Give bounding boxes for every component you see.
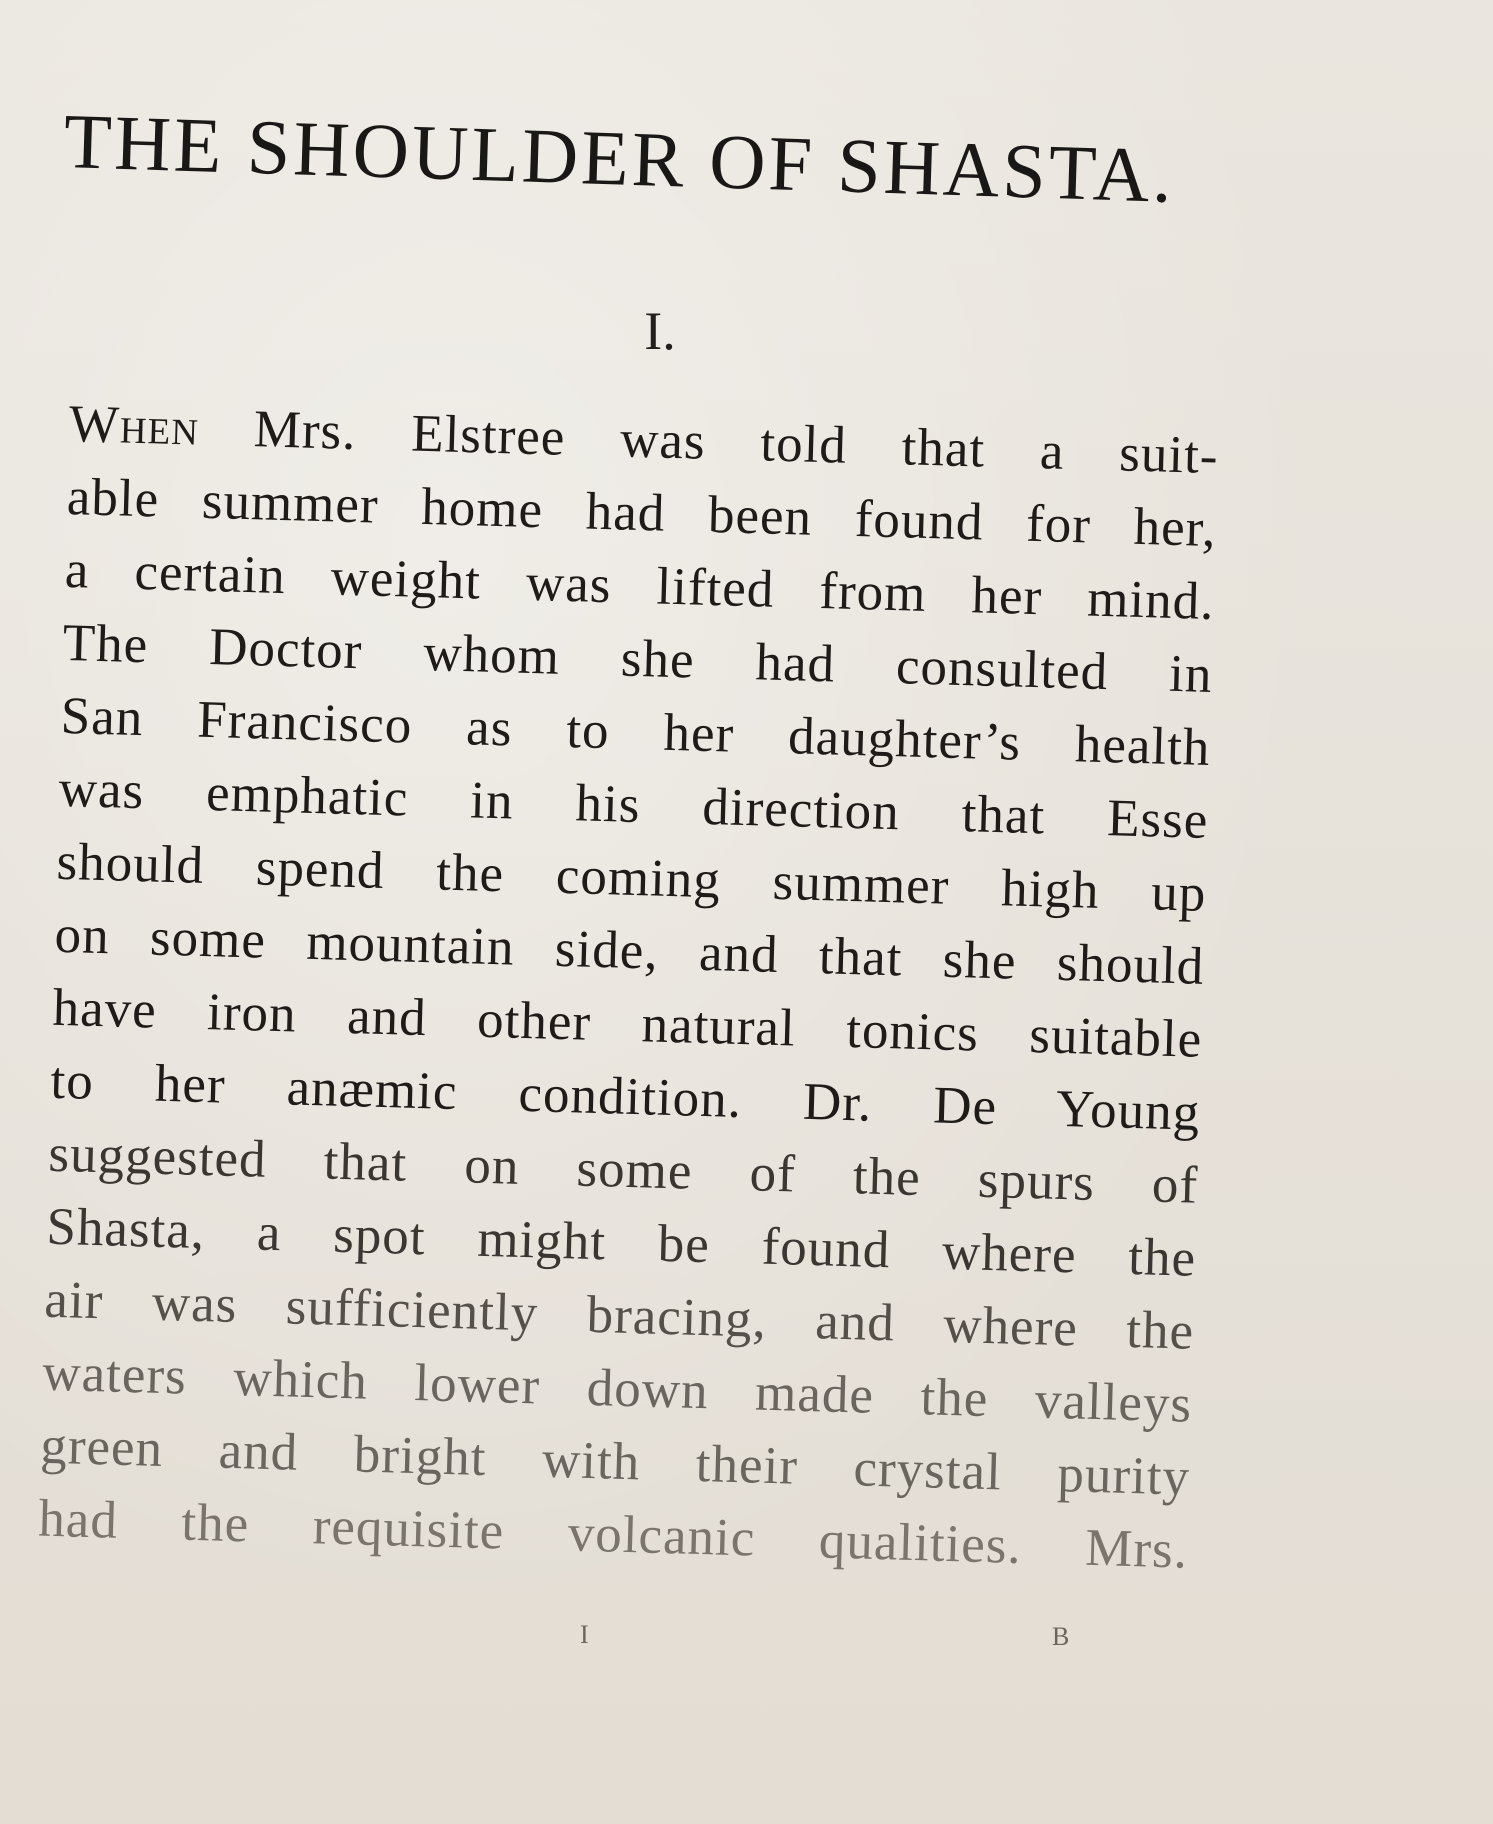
text-line-9: have iron and other natural tonics suitable: [51, 978, 1204, 1069]
page-number: I: [580, 1620, 589, 1649]
text-line-16: had the requisite volcanic qualities. Mrs.: [37, 1489, 1189, 1580]
text-line-15: green and bright with their crystal purity: [39, 1416, 1191, 1507]
body-text: [37, 388, 1219, 1588]
text-line-5: San Francisco as to her daughter’s health: [60, 686, 1212, 777]
page-title: THE SHOULDER OF SHASTA.: [62, 97, 1177, 219]
first-line-rest: Mrs. Elstree was told that a suit-: [198, 398, 1220, 486]
signature-mark: B: [1052, 1622, 1070, 1651]
text-line-3: a certain weight was lifted from her mind.: [64, 540, 1216, 632]
drop-letter: W: [68, 394, 121, 455]
text-line-14: waters which lower down made the valleys: [41, 1343, 1193, 1434]
text-line-12: Shasta, a spot might be found where the: [45, 1197, 1197, 1288]
text-line-10: to her anæmic condition. Dr. De Young: [49, 1051, 1202, 1142]
text-line-8: on some mountain side, and that she should: [53, 905, 1206, 996]
text-line-13: air was sufficiently bracing, and where the: [43, 1270, 1195, 1361]
chapter-number: I.: [644, 301, 676, 361]
text-line-4: The Doctor whom she had consulted in: [62, 613, 1214, 704]
text-line-7: should spend the coming summer high up: [55, 832, 1208, 923]
opening-smallcaps: hen: [119, 396, 200, 457]
text-line-11: suggested that on some of the spurs of: [47, 1124, 1199, 1215]
text-line-6: was emphatic in his direction that Esse: [57, 759, 1210, 850]
text-line-2: able summer home had been found for her,: [66, 467, 1218, 559]
